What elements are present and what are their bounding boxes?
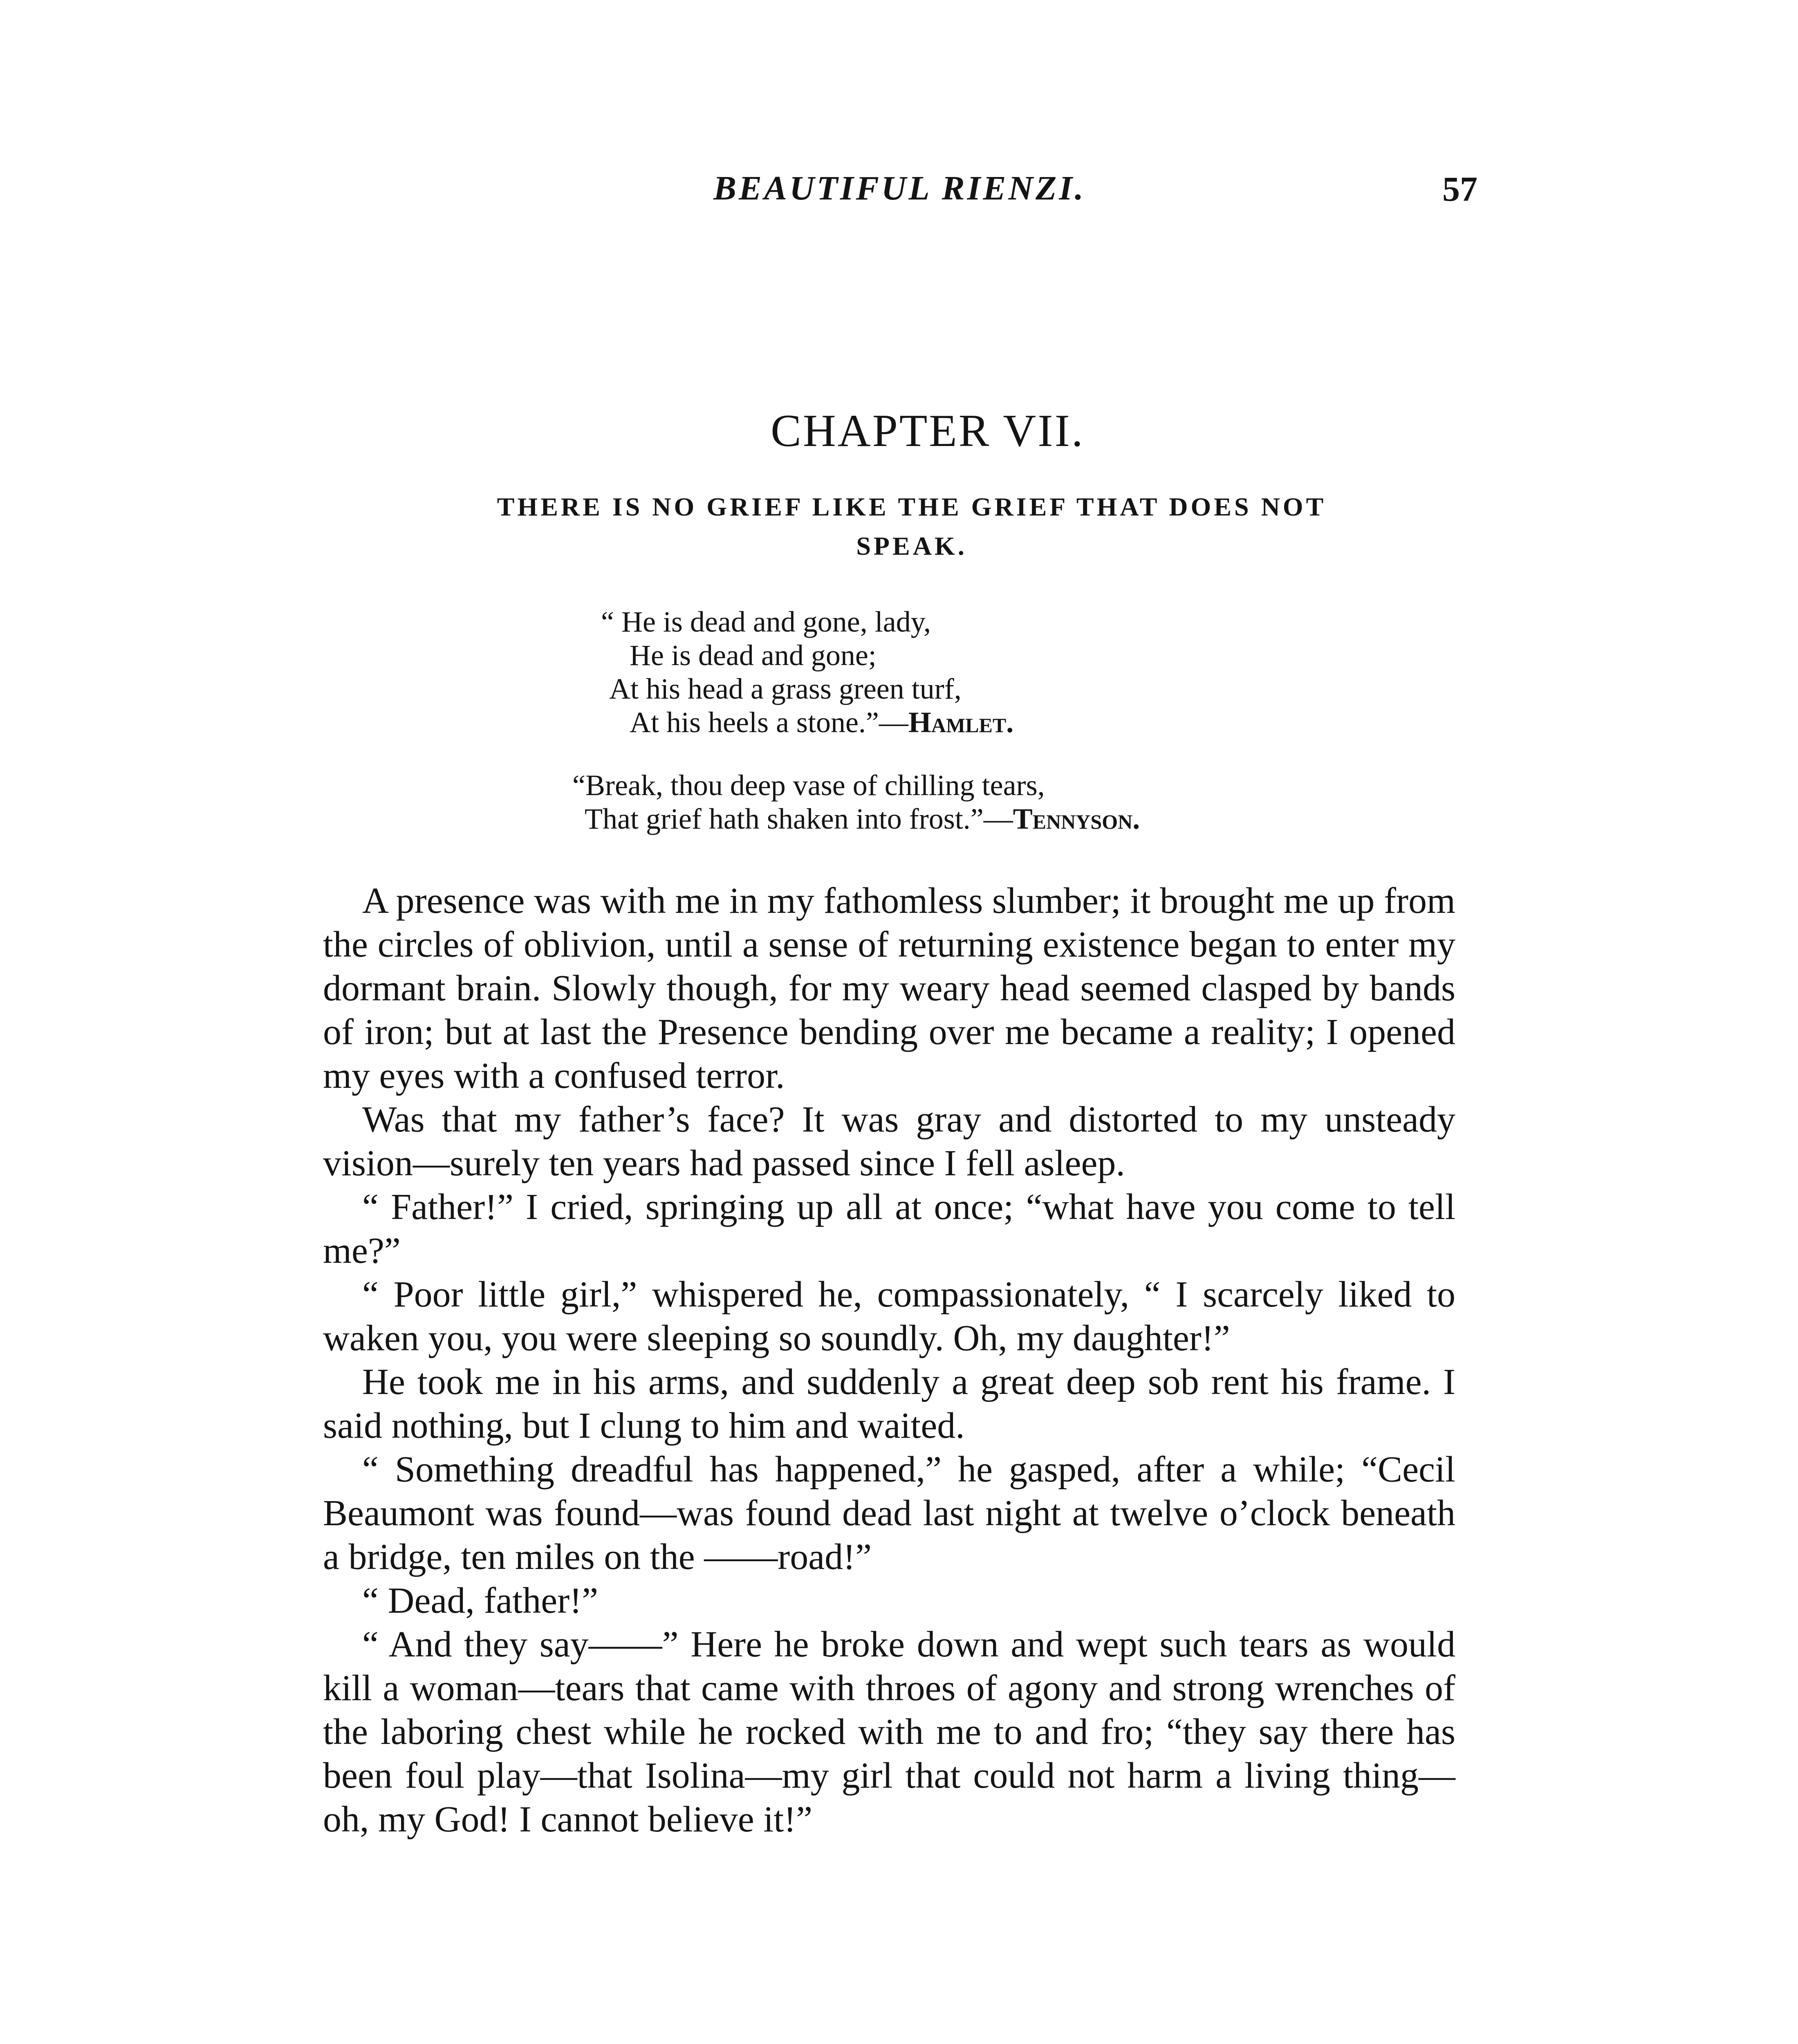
running-title: BEAUTIFUL RIENZI. xyxy=(713,169,1086,207)
epigraph-line-text: That grief hath shaken into frost.”— xyxy=(585,802,1013,835)
paragraph: “ Poor little girl,” whispered he, compassionately, “ I scarcely liked to waken you, you were sleeping so soundly. Oh, my daughter!” xyxy=(323,1274,1455,1358)
paragraph: “ Something dreadful has happened,” he gasped, after a while; “Cecil Beaumont was found—was found dead last night at twelve o’clock beneath a bridge, ten miles on the ——road!” xyxy=(323,1449,1455,1577)
epigraph-attribution: Hamlet. xyxy=(908,706,1014,739)
paragraph: He took me in his arms, and suddenly a great deep sob rent his frame. I said nothing, but I clung to him and waited. xyxy=(323,1362,1455,1446)
chapter-subtitle-line: SPEAK. xyxy=(856,531,967,560)
paragraph: Was that my father’s face? It was gray and distorted to my unsteady vision—surely ten years had passed since I fell asleep. xyxy=(323,1099,1455,1183)
chapter-heading: CHAPTER VII. xyxy=(771,406,1085,456)
epigraph-line: He is dead and gone; xyxy=(630,639,877,672)
epigraph-line-text: At his heels a stone.”— xyxy=(630,706,908,739)
body-text xyxy=(323,879,1455,1841)
epigraph-attribution: Tennyson. xyxy=(1013,802,1140,835)
paragraph: “ And they say——” Here he broke down and wept such tears as would kill a woman—tears that came with throes of agony and strong wrenches of the laboring chest while he rocked with me to and fro; “they say there has been foul play—that Isolina—my girl that could not harm a living thing—oh, my God! I cannot believe it!” xyxy=(323,1624,1455,1840)
chapter-subtitle xyxy=(360,487,1464,566)
epigraph-line: At his head a grass green turf, xyxy=(609,672,962,705)
paragraph: A presence was with me in my fathomless slumber; it brought me up from the circles of oblivion, until a sense of returning existence began to enter my dormant brain. Slowly though, for my weary head seemed clasped by bands of iron; but at last the Presence bending over me became a reality; I opened my eyes with a confused terror. xyxy=(323,881,1455,1096)
chapter-subtitle-line: THERE IS NO GRIEF LIKE THE GRIEF THAT DOES NOT xyxy=(497,492,1327,521)
paragraph: “ Father!” I cried, springing up all at once; “what have you come to tell me?” xyxy=(323,1187,1455,1271)
epigraph-hamlet xyxy=(601,605,1014,739)
epigraph-tennyson xyxy=(572,769,1140,836)
epigraph-line xyxy=(630,706,1013,739)
page-number: 57 xyxy=(1442,169,1477,208)
epigraph-line: “ He is dead and gone, lady, xyxy=(601,605,931,638)
running-head xyxy=(0,168,1798,213)
epigraph-line xyxy=(585,802,1140,836)
epigraph-line: “Break, thou deep vase of chilling tears, xyxy=(572,769,1045,802)
paragraph: “ Dead, father!” xyxy=(362,1580,599,1621)
